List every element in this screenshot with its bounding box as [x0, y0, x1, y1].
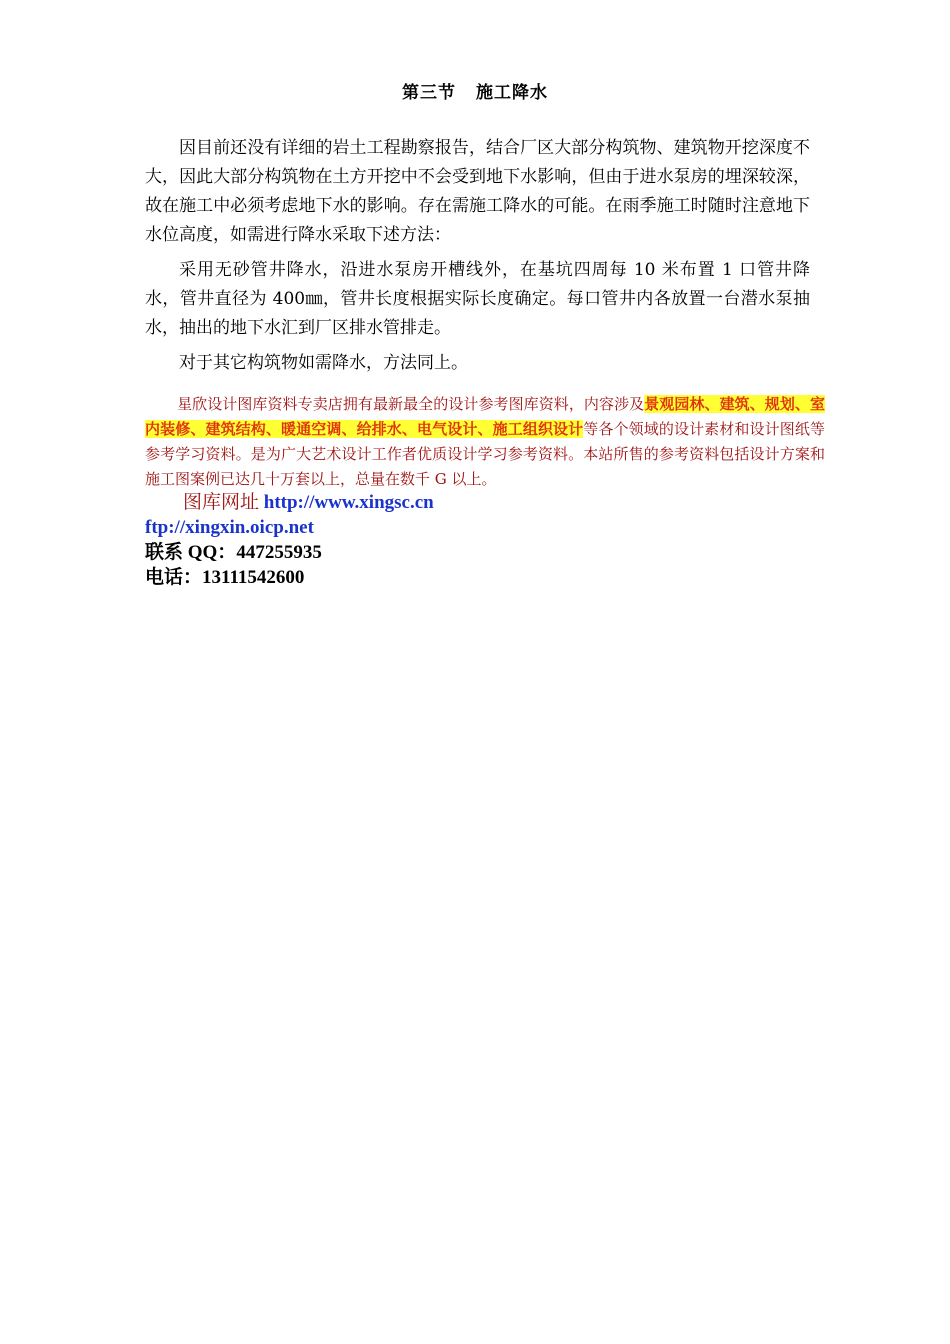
promo-intro: 星欣设计图库资料专卖店拥有最新最全的设计参考图库资料，内容涉及: [177, 395, 645, 413]
qq-label: 联系 QQ：: [145, 542, 237, 563]
promo-highlight: 景观园林、建筑、规划、室内装修、建筑结构、暖通空调、给排水、电气设计、施工组织设计: [145, 395, 825, 438]
section-heading: [0, 78, 950, 103]
phone-row: [145, 565, 434, 590]
site-link[interactable]: http://www.xingsc.cn: [263, 492, 434, 513]
qq-number: 447255935: [236, 542, 322, 563]
phone-label: 电话：: [145, 567, 203, 588]
qq-row: [145, 540, 434, 565]
site-label: 图库网址: [183, 492, 264, 513]
body-paragraph-3-block: [145, 349, 810, 378]
ftp-row: [145, 515, 434, 540]
body-paragraph: 采用无砂管井降水，沿进水泵房开槽线外，在基坑四周每 10 米布置 1 口管井降水，管井直径为 400㎜，管井长度根据实际长度确定。每口管井内各放置一台潜水泵抽水，抽出的地下水汇到厂区排水管排走。: [145, 260, 810, 338]
body-paragraph: 因目前还没有详细的岩土工程勘察报告，结合厂区大部分构筑物、建筑物开挖深度不大，因此大部分构筑物在土方开挖中不会受到地下水影响，但由于进水泵房的埋深较深，故在施工中必须考虑地下水的影响。存在需施工降水的可能。在雨季施工时随时注意地下水位高度，如需进行降水采取下述方法：: [145, 138, 810, 245]
promo-paragraph: [145, 392, 825, 492]
section-number: 第三节: [402, 83, 456, 103]
body-paragraph-2-block: [145, 256, 810, 343]
body-paragraph: 对于其它构筑物如需降水，方法同上。: [179, 353, 468, 373]
site-row: [145, 490, 434, 515]
section-title: 施工降水: [476, 83, 548, 103]
body-paragraph-1-block: [145, 134, 810, 250]
phone-number: 13111542600: [202, 567, 305, 588]
contact-block: [145, 490, 434, 590]
ftp-link[interactable]: ftp://xingxin.oicp.net: [145, 517, 314, 538]
promo-outro: 等各个领域的设计素材和设计图纸等参考学习资料。是为广大艺术设计工作者优质设计学习参考资料。本站所售的参考资料包括设计方案和施工图案例已达几十万套以上，总量在数千 G 以上。: [145, 420, 825, 488]
